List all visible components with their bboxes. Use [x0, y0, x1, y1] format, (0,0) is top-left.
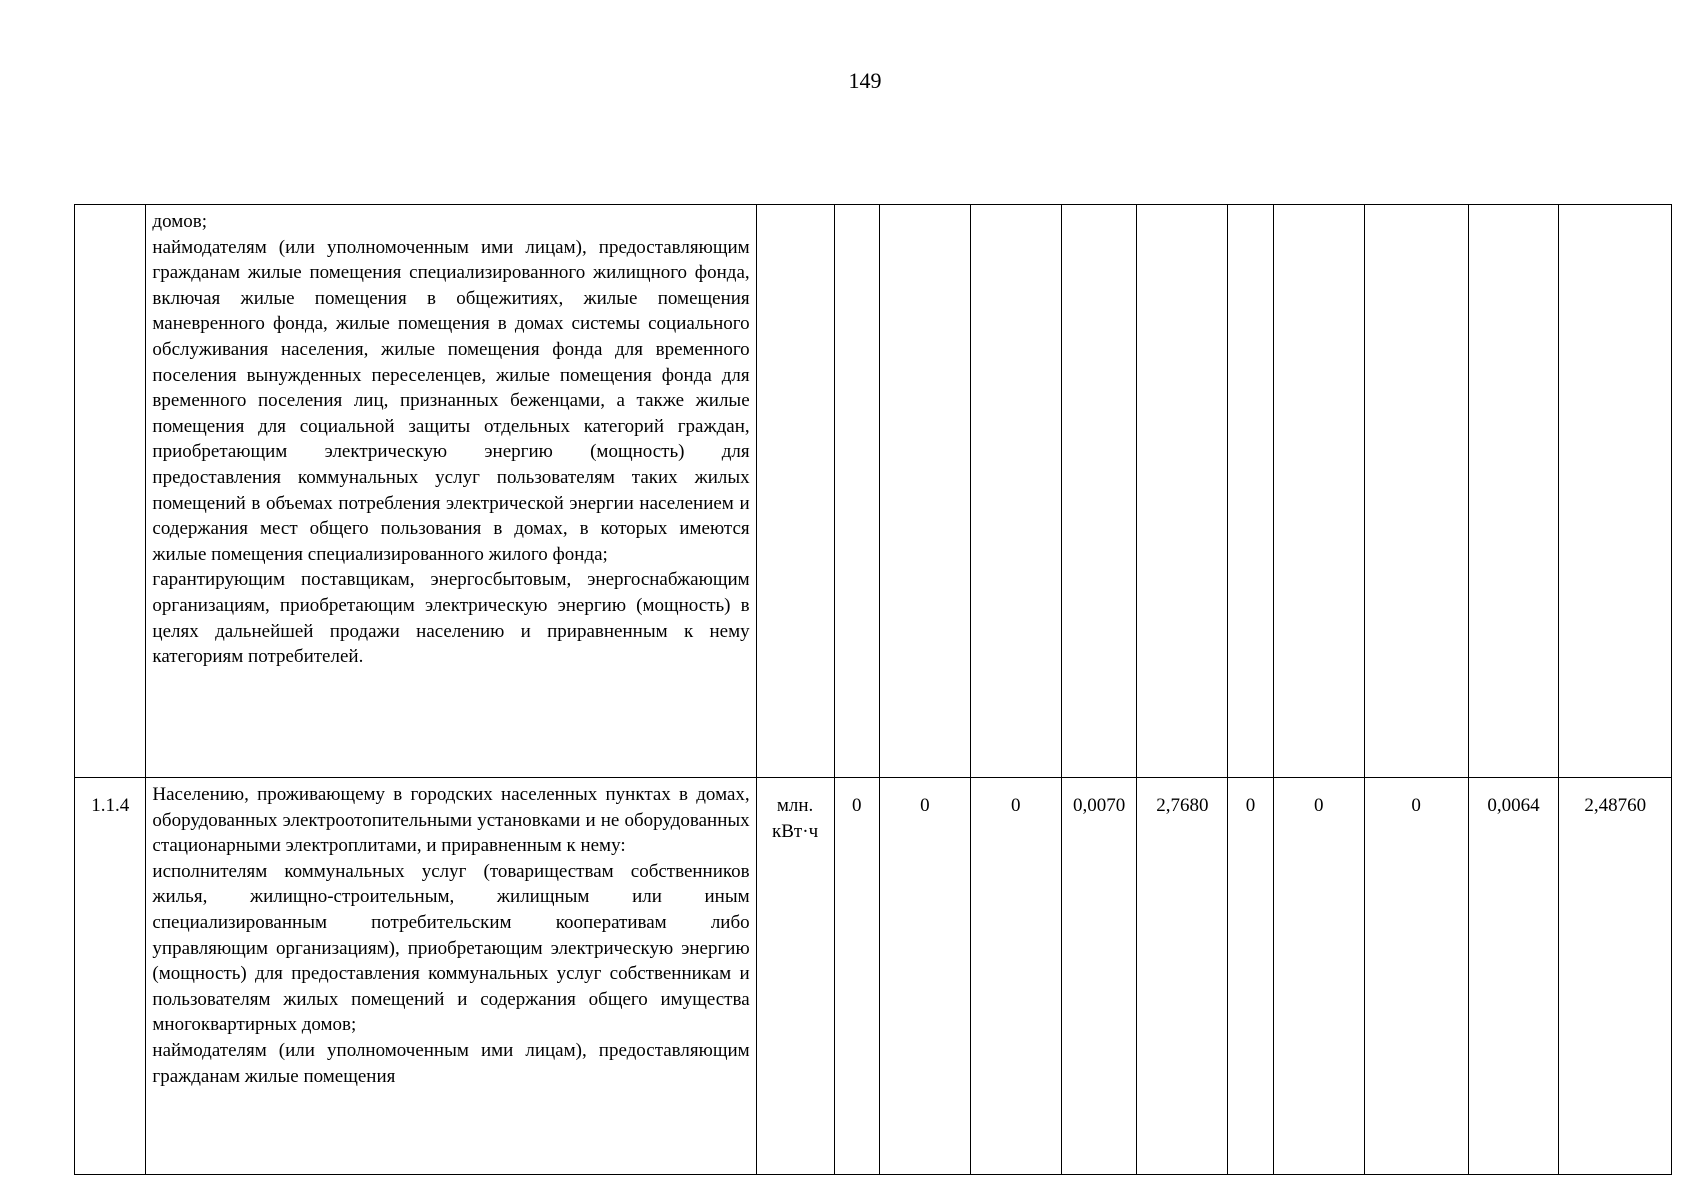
value-cell: [1228, 205, 1273, 778]
value-cell: [1364, 205, 1468, 778]
value-cell: 2,48760: [1559, 778, 1672, 1175]
value-cell: 0: [879, 778, 970, 1175]
value-cell: [1559, 205, 1672, 778]
value-cell: [1137, 205, 1228, 778]
value-cell: 0: [1364, 778, 1468, 1175]
table-row: [75, 205, 1672, 778]
description-paragraph: Населению, проживающему в городских населенных пунктах в домах, оборудованных электроотопительными установками и не оборудованных стационарными электроплитами, и приравненным к нему:: [152, 784, 750, 857]
row-unit: [756, 205, 834, 778]
value-cell: 0,0070: [1061, 778, 1137, 1175]
description-paragraph: наймодателям (или уполномоченным ими лицам), предоставляющим гражданам жилые помещения: [152, 1039, 750, 1087]
description-paragraph: гарантирующим поставщикам, энергосбытовым, энергоснабжающим организациям, приобретающим электрическую энергию (мощность) в целях дальнейшей продажи населению и приравненным к нему категориям потребителей.: [152, 569, 750, 668]
table-row: [75, 778, 1672, 1175]
unit-line: млн.: [776, 795, 814, 816]
value-cell: [1468, 205, 1559, 778]
row-unit: [756, 778, 834, 1175]
page-number: 149: [848, 68, 882, 93]
row-code: 1.1.4: [75, 778, 146, 1175]
value-cell: 2,7680: [1137, 778, 1228, 1175]
value-cell: [970, 205, 1061, 778]
unit-line: кВт·ч: [772, 820, 819, 842]
value-cell: [834, 205, 879, 778]
value-cell: [879, 205, 970, 778]
description-paragraph: наймодателям (или уполномоченным ими лицам), предоставляющим гражданам жилые помещения специализированного жилищного фонда, включая жилые помещения в общежитиях, жилые помещения маневренного фонда, жилые помещения в домах системы социального обслуживания населения, жилые помещения фонда для временного поселения вынужденных переселенцев, жилые помещения фонда для временного поселения лиц, признанных беженцами, а также жилые помещения для социальной защиты отдельных категорий граждан, приобретающим электрическую энергию (мощность) для предоставления коммунальных услуг пользователям таких жилых помещений в объемах потребления электрической энергии населением и содержания мест общего пользования в домах, в которых имеются жилые помещения специализированного жилого фонда;: [152, 236, 750, 565]
description-paragraph: исполнителям коммунальных услуг (товариществам собственников жилья, жилищно-строительным, жилищным или иным специализированным потребительским кооперативам либо управляющим организациям), приобретающим электрическую энергию (мощность) для предоставления коммунальных услуг собственникам и пользователям жилых помещений и содержания общего имущества многоквартирных домов;: [152, 860, 750, 1036]
description-paragraph: домов;: [152, 211, 207, 232]
value-cell: 0: [834, 778, 879, 1175]
row-description: [146, 205, 756, 778]
value-cell: 0: [1273, 778, 1364, 1175]
value-cell: 0: [1228, 778, 1273, 1175]
value-cell: [1061, 205, 1137, 778]
value-cell: [1273, 205, 1364, 778]
value-cell: 0,0064: [1468, 778, 1559, 1175]
value-cell: 0: [970, 778, 1061, 1175]
row-code: [75, 205, 146, 778]
tariff-table: [74, 204, 1672, 1175]
row-description: [146, 778, 756, 1175]
